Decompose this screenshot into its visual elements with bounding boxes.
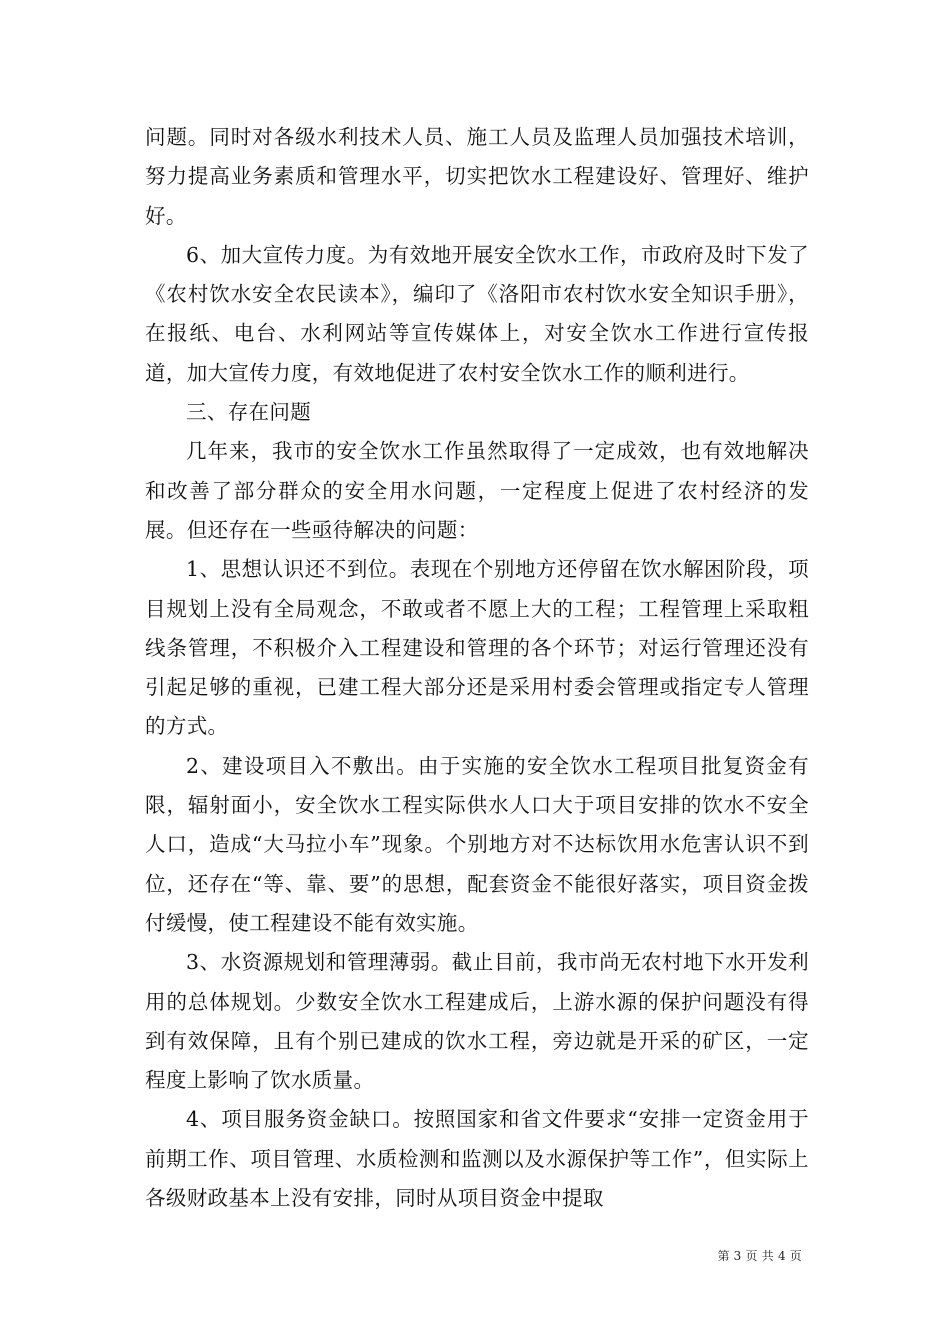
paragraph-problem-3: 3、水资源规划和管理薄弱。截止目前，我市尚无农村地下水开发利用的总体规划。少数安全饮水工程建成后，上游水源的保护问题没有得到有效保障，且有个别已建成的饮水工程，旁边就是开采的矿区，一定程度上影响了饮水质量。 — [145, 950, 809, 1093]
paragraph-publicity: 6、加大宣传力度。为有效地开展安全饮水工作，市政府及时下发了《农村饮水安全农民读本》，编印了《洛阳市农村饮水安全知识手册》，在报纸、电台、水利网站等宣传媒体上，对安全饮水工作进行宣传报道，加大宣传力度，有效地促进了农村安全饮水工作的顺利进行。 — [145, 242, 809, 385]
paragraph-intro-problems: 几年来，我市的安全饮水工作虽然取得了一定成效，也有效地解决和改善了部分群众的安全用水问题，一定程度上促进了农村经济的发展。但还存在一些亟待解决的问题： — [145, 439, 809, 542]
paragraph-continuation: 问题。同时对各级水利技术人员、施工人员及监理人员加强技术培训，努力提高业务素质和管理水平，切实把饮水工程建设好、管理好、维护好。 — [145, 125, 809, 228]
paragraph-problem-1: 1、思想认识还不到位。表现在个别地方还停留在饮水解困阶段，项目规划上没有全局观念，不敢或者不愿上大的工程；工程管理上采取粗线条管理，不积极介入工程建设和管理的各个环节；对运行管理还没有引起足够的重视，已建工程大部分还是采用村委会管理或指定专人管理的方式。 — [145, 557, 809, 739]
section-heading-problems: 三、存在问题 — [186, 400, 312, 425]
paragraph-problem-4: 4、项目服务资金缺口。按照国家和省文件要求“安排一定资金用于前期工作、项目管理、水质检测和监测以及水源保护等工作”，但实际上各级财政基本上没有安排，同时从项目资金中提取 — [145, 1107, 809, 1211]
paragraph-problem-2: 2、建设项目入不敷出。由于实施的安全饮水工程项目批复资金有限，辐射面小，安全饮水工程实际供水人口大于项目安排的饮水不安全人口，造成“大马拉小车”现象。个别地方对不达标饮用水危害认识不到位，还存在“等、靠、要”的思想，配套资金不能很好落实，项目资金拨付缓慢，使工程建设不能有效实施。 — [145, 753, 809, 935]
page-number-footer: 第 3 页 共 4 页 — [717, 1249, 802, 1263]
document-body — [145, 118, 809, 1218]
